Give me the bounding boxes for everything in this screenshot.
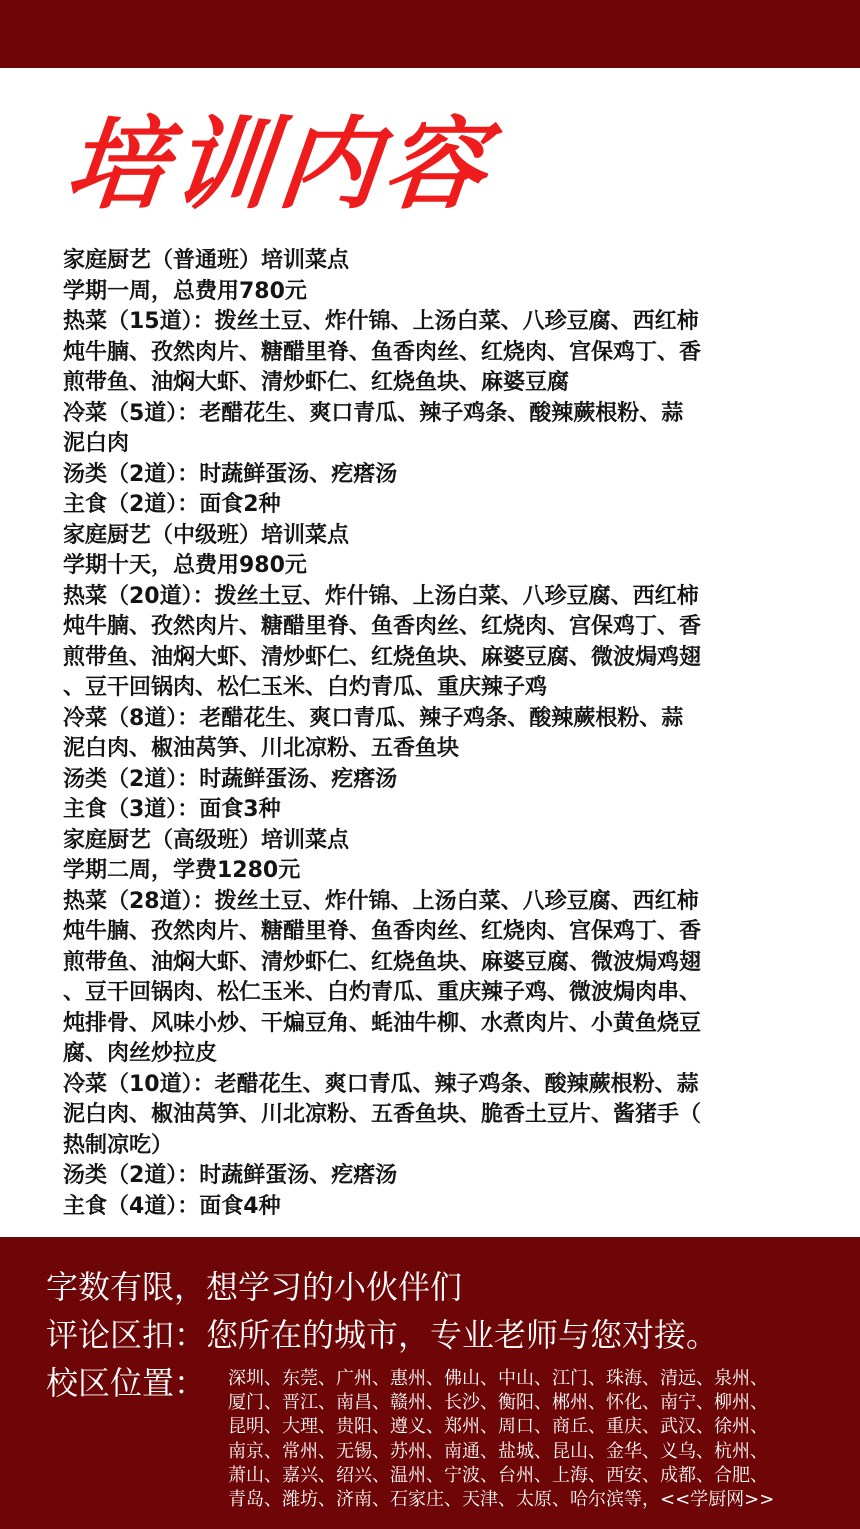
content-line: 泥白肉、椒油莴笋、川北凉粉、五香鱼块、脆香土豆片、酱猪手（ (63, 1102, 702, 1127)
course-content (63, 246, 803, 1222)
content-line: 热制凉吃） (63, 1132, 174, 1158)
content-line: 、豆干回锅肉、松仁玉米、白灼青瓜、重庆辣子鸡、微波焗肉串、 (63, 980, 702, 1005)
content-line: 炖排骨、风味小炒、干煸豆角、蚝油牛柳、水煮肉片、小黄鱼烧豆 (63, 1010, 702, 1036)
content-line: 学期十天，总费用980元 (63, 553, 307, 578)
campus-label: 校区位置： (46, 1364, 207, 1402)
city-line: 昆明、大理、贵阳、遵义、郑州、周口、商丘、重庆、武汉、徐州、 (228, 1416, 768, 1438)
city-line: 青岛、潍坊、济南、石家庄、天津、太原、哈尔滨等，<<学厨网>> (228, 1488, 775, 1510)
content-line: 主食（4道）：面食4种 (63, 1193, 281, 1219)
city-line: 南京、常州、无锡、苏州、南通、盐城、昆山、金华、义乌、杭州、 (228, 1440, 768, 1462)
content-line: 汤类（2道）：时蔬鲜蛋汤、疙瘩汤 (63, 1163, 398, 1188)
content-line: 热菜（28道）：拨丝土豆、炸什锦、上汤白菜、八珍豆腐、西红柿 (63, 888, 699, 914)
content-line: 煎带鱼、油焖大虾、清炒虾仁、红烧鱼块、麻婆豆腐 (63, 370, 570, 395)
city-line: 厦门、晋江、南昌、赣州、长沙、衡阳、郴州、怀化、南宁、柳州、 (228, 1392, 768, 1414)
top-banner (0, 0, 860, 68)
content-line: 学期二周，学费1280元 (63, 858, 301, 883)
city-line: 萧山、嘉兴、绍兴、温州、宁波、台州、上海、西安、成都、合肥、 (228, 1464, 768, 1486)
content-line: 热菜（20道）：拨丝土豆、炸什锦、上汤白菜、八珍豆腐、西红柿 (63, 583, 699, 609)
content-line: 、豆干回锅肉、松仁玉米、白灼青瓜、重庆辣子鸡 (63, 675, 548, 700)
content-line: 家庭厨艺（普通班）培训菜点 (63, 248, 350, 273)
content-line: 腐、肉丝炒拉皮 (63, 1041, 218, 1066)
footer-message: 字数有限，想学习的小伙伴们 (46, 1268, 463, 1306)
content-line: 学期一周，总费用780元 (63, 278, 307, 304)
content-line: 冷菜（8道）：老醋花生、爽口青瓜、辣子鸡条、酸辣蕨根粉、蒜 (63, 705, 684, 731)
content-line: 汤类（2道）：时蔬鲜蛋汤、疙瘩汤 (63, 461, 398, 487)
footer-panel (0, 1237, 860, 1529)
content-line: 冷菜（10道）：老醋花生、爽口青瓜、辣子鸡条、酸辣蕨根粉、蒜 (63, 1071, 699, 1097)
content-line: 泥白肉 (63, 431, 130, 456)
content-line: 家庭厨艺（中级班）培训菜点 (63, 522, 350, 548)
content-line: 汤类（2道）：时蔬鲜蛋汤、疙瘩汤 (63, 766, 398, 792)
campus-city-list (228, 1367, 828, 1512)
content-line: 煎带鱼、油焖大虾、清炒虾仁、红烧鱼块、麻婆豆腐、微波焗鸡翅 (63, 644, 702, 670)
page-title: 培训内容 (60, 106, 498, 223)
content-line: 炖牛腩、孜然肉片、糖醋里脊、鱼香肉丝、红烧肉、宫保鸡丁、香 (63, 339, 702, 365)
content-line: 热菜（15道）：拨丝土豆、炸什锦、上汤白菜、八珍豆腐、西红柿 (63, 309, 699, 334)
content-line: 泥白肉、椒油莴笋、川北凉粉、五香鱼块 (63, 736, 460, 761)
content-line: 炖牛腩、孜然肉片、糖醋里脊、鱼香肉丝、红烧肉、宫保鸡丁、香 (63, 614, 702, 639)
content-line: 主食（3道）：面食3种 (63, 797, 281, 822)
content-line: 炖牛腩、孜然肉片、糖醋里脊、鱼香肉丝、红烧肉、宫保鸡丁、香 (63, 919, 702, 944)
content-line: 主食（2道）：面食2种 (63, 492, 281, 517)
content-line: 煎带鱼、油焖大虾、清炒虾仁、红烧鱼块、麻婆豆腐、微波焗鸡翅 (63, 949, 702, 975)
city-line: 深圳、东莞、广州、惠州、佛山、中山、江门、珠海、清远、泉州、 (228, 1368, 768, 1389)
content-line: 家庭厨艺（高级班）培训菜点 (63, 827, 350, 853)
footer-comment-prompt: 评论区扣：您所在的城市，专业老师与您对接。 (46, 1316, 719, 1354)
content-line: 冷菜（5道）：老醋花生、爽口青瓜、辣子鸡条、酸辣蕨根粉、蒜 (63, 400, 684, 426)
